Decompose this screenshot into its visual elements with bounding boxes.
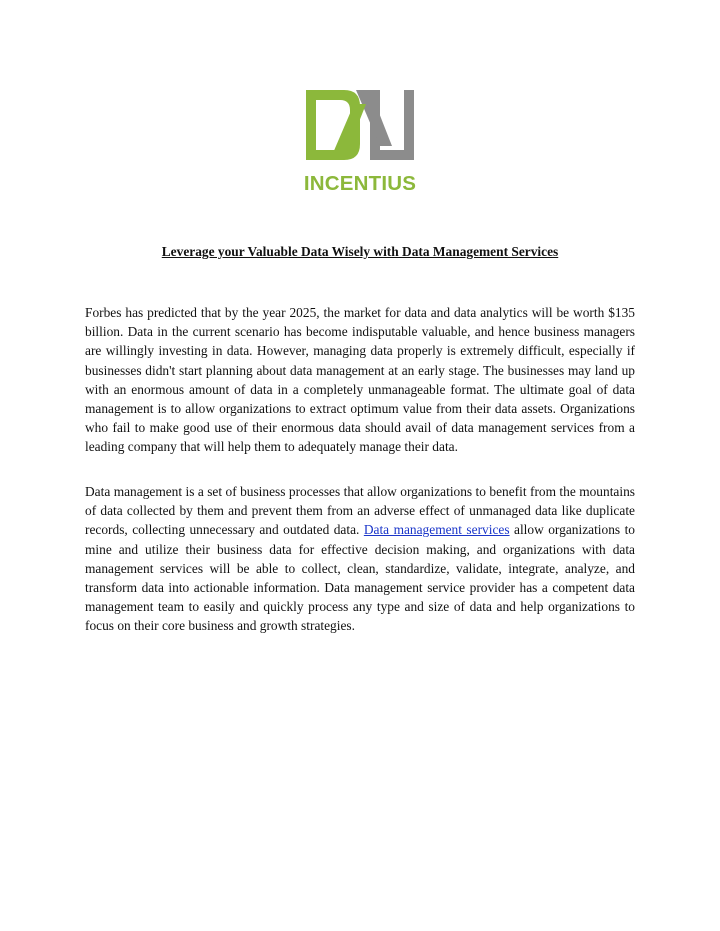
logo-wordmark: INCENTIUS: [303, 172, 417, 195]
incentius-logo: [300, 86, 420, 196]
paragraph-2: [85, 482, 635, 636]
document-title: Leverage your Valuable Data Wisely with Data Management Services: [161, 244, 559, 259]
paragraph-1: Forbes has predicted that by the year 2025, the market for data and data analytics will be worth $135 billion. Data in the current scenario has become indisputable valuable, and hence business managers are willingly investing in data. However, managing data properly is extremely difficult, especially if businesses didn't start planning about data management at an early stage. The businesses may land up with an enormous amount of data in a completely unmanageable format. The ultimate goal of data management is to allow organizations to extract optimum value from their data assets. Organizations who fail to make good use of their enormous data should avail of data management services from a leading company that will help them to adequately manage their data.: [85, 305, 635, 455]
data-management-services-link[interactable]: Data management services: [363, 522, 510, 538]
incentius-logo-mark: [300, 86, 420, 196]
paragraph-2-intro: Data management is a set of business processes that allow organizations to benefit from the mountains of data collected by them and prevent them from an adverse effect of unmanaged data like duplicate records, collecting unnecessary and outdated data.: [85, 484, 635, 538]
paragraph-2-rest: allow organizations to mine and utilize their business data for effective decision making, and organizations with data management services will be able to collect, clean, standardize, validate, integrate, analyze, and transform data into actionable information. Data management service provider has a competent data management team to easily and quickly process any type and size of data and help organizations to focus on their core business and growth strategies.: [85, 522, 635, 634]
